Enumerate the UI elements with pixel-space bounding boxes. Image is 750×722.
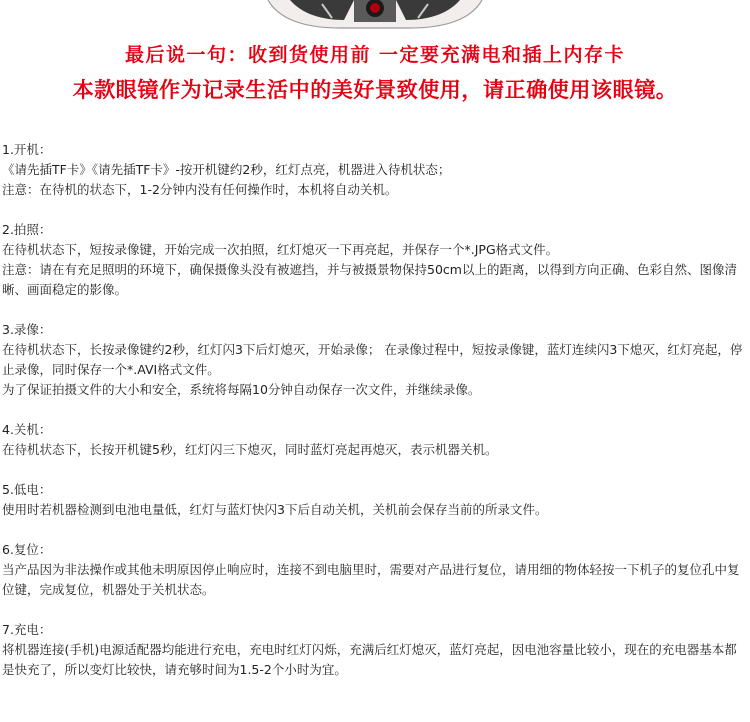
section-title: 2.拍照： [2,222,52,237]
product-image-graphic [262,0,488,30]
section-title: 4.关机： [2,422,52,437]
section-line: 注意：在待机的状态下，1-2分钟内没有任何操作时，本机将自动关机。 [2,182,398,197]
section-line: 为了保证拍摄文件的大小和安全，系统将每隔10分钟自动保存一次文件，并继续录像。 [2,382,481,397]
section-title: 6.复位： [2,542,52,557]
section-line: 在待机状态下，长按录像键约2秒，红灯闪3下后灯熄灭，开始录像； 在录像过程中，短按录像键，蓝灯连续闪3下熄灭，红灯亮起，停止录像，同时保存一个*.AVI格式文件。 [2,342,743,377]
section-line: 在待机状态下，长按开机键5秒，红灯闪三下熄灭，同时蓝灯亮起再熄灭，表示机器关机。 [2,442,498,457]
section-line: 《请先插TF卡》《请先插TF卡》-按开机键约2秒，红灯点亮，机器进入待机状态； [2,162,451,177]
section-line: 注意：请在有充足照明的环境下，确保摄像头没有被遮挡，并与被摄景物保持50cm以上的距离，以得到方向正确、色彩自然、图像清晰、画面稳定的影像。 [2,262,737,297]
section-line: 将机器连接(手机)电源适配器均能进行充电，充电时红灯闪烁，充满后红灯熄灭，蓝灯亮起，因电池容量比较小，现在的充电器基本都是快充了，所以变灯比较快，请充够时间为1.5-2个小时为宜。 [2,642,737,677]
headline-usage-note: 本款眼镜作为记录生活中的美好景致使用，请正确使用该眼镜。 [72,78,678,102]
section-title: 5.低电： [2,482,52,497]
section-reset [2,540,746,600]
section-photo [2,220,746,300]
section-title: 3.录像： [2,322,52,337]
section-charging [2,620,746,680]
headline-reminder: 最后说一句：收到货使用前 一定要充满电和插上内存卡 [124,44,626,66]
section-line: 使用时若机器检测到电池电量低，红灯与蓝灯快闪3下后自动关机，关机前会保存当前的所录文件。 [2,502,548,517]
section-title: 1.开机： [2,142,52,157]
section-line: 当产品因为非法操作或其他未明原因停止响应时，连接不到电脑里时，需要对产品进行复位，请用细的物体轻按一下机子的复位孔中复位键，完成复位，机器处于关机状态。 [2,562,740,597]
product-image-top [262,0,488,30]
section-video [2,320,746,400]
instructions-body [2,140,746,680]
section-title: 7.充电： [2,622,52,637]
section-line: 在待机状态下，短按录像键，开始完成一次拍照，红灯熄灭一下再亮起，并保存一个*.JPG格式文件。 [2,242,559,257]
section-power-on [2,140,746,200]
section-power-off [2,420,746,460]
section-low-battery [2,480,746,520]
